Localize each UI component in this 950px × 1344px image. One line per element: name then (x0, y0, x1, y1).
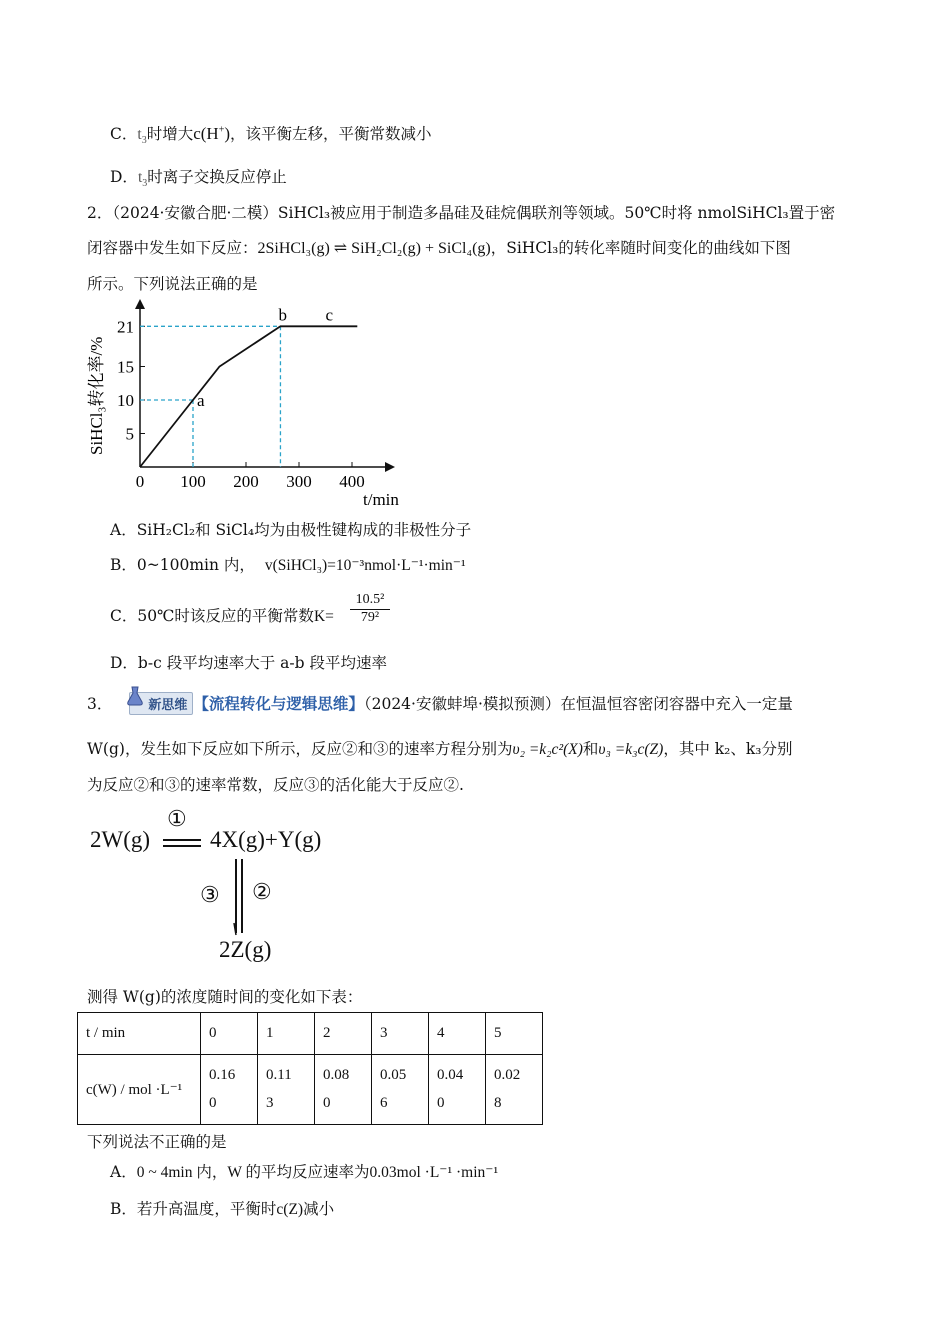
table-cell: 0.04 0 (429, 1055, 486, 1125)
x-tick-label: 100 (180, 472, 206, 491)
table-header-label: t / min (78, 1013, 201, 1055)
q2-option-a: A．SiH₂Cl₂和 SiCl₄均为由极性键构成的非极性分子 (110, 521, 472, 539)
scheme-circle-2: ② (252, 879, 272, 904)
scheme-right: 4X(g)+Y(g) (210, 827, 322, 852)
scheme-circle-1: ① (167, 806, 187, 831)
table-cell: 0.05 6 (372, 1055, 429, 1125)
q1-option-c: C．$t_3$时增大c(H+)，该平衡左移，平衡常数减小 (110, 124, 432, 147)
table-cell: 4 (429, 1013, 486, 1055)
table-cell: 0.11 3 (258, 1055, 315, 1125)
q2-stem-line1: 2．（2024·安徽合肥·二模）SiHCl₃被应用于制造多晶硅及硅烷偶联剂等领域。50℃时将 nmolSiHCl₃置于密 (87, 204, 836, 222)
table-row (78, 1055, 543, 1125)
point-label-b: b (278, 305, 287, 325)
scheme-circle-3: ③ (200, 882, 220, 907)
q2-option-d: D．b-c 段平均速率大于 a-b 段平均速率 (110, 654, 387, 672)
vertical-equilibrium-arrow (230, 857, 248, 937)
point-label-a: a (197, 391, 205, 410)
q3-stem-line3: 为反应②和③的速率常数，反应③的活化能大于反应②. (87, 776, 464, 794)
scheme-left: 2W(g) (90, 827, 151, 852)
table-cell: 1 (258, 1013, 315, 1055)
q3-option-b: B．若升高温度，平衡时c(Z)减小 (110, 1200, 335, 1218)
table-intro: 测得 W(g)的浓度随时间的变化如下表： (87, 988, 363, 1006)
equal-sign-arrow (163, 837, 203, 849)
x-axis-arrow (385, 462, 395, 472)
k-fraction: 10.5² 79² (350, 592, 390, 626)
x-tick-label: 300 (286, 472, 312, 491)
table-cell: 0.02 8 (486, 1055, 543, 1125)
q1-option-d: D．$t_3$时离子交换反应停止 (110, 168, 287, 190)
table-cell: 0.08 0 (315, 1055, 372, 1125)
y-tick-label: 5 (125, 424, 134, 444)
table-cell: 5 (486, 1013, 543, 1055)
series-line (140, 326, 357, 467)
y-tick-label: 10 (117, 391, 134, 410)
point-label-c: c (325, 305, 334, 325)
x-axis-label: t/min (363, 490, 399, 509)
table-row-label: c(W) / mol ·L⁻¹ (78, 1055, 201, 1125)
q3-stem-line2: W(g)，发生如下反应如下所示，反应②和③的速率方程分别为υ₂ =k₂c²(X)和υ₃ =k₃c(Z)，其中 k₂、k₃分别 (87, 740, 793, 758)
q2-option-b: B．0~100min 内， v(SiHCl₃)=10⁻³nmol·L⁻¹·min⁻¹ (110, 556, 466, 574)
table-cell: 0 (201, 1013, 258, 1055)
flask-icon (124, 685, 146, 707)
x-tick-label: 0 (135, 472, 145, 491)
y-tick-label: 15 (117, 357, 134, 377)
x-tick-label: 400 (339, 472, 365, 491)
q3-option-a: A．0 ~ 4min 内，W 的平均反应速率为0.03mol ·L⁻¹ ·min⁻¹ (110, 1163, 499, 1181)
table-cell: 3 (372, 1013, 429, 1055)
concentration-table (77, 1012, 543, 1125)
q3-stem-line1: 3． 新思维 【流程转化与逻辑思维】（2024·安徽蚌埠·模拟预测）在恒温恒容密闭容器中充入一定量 (87, 692, 793, 715)
y-axis-label: SiHCl₃转化率/% (87, 336, 106, 455)
q3-question: 下列说法不正确的是 (87, 1133, 227, 1151)
table-cell: 0.16 0 (201, 1055, 258, 1125)
table-cell: 2 (315, 1013, 372, 1055)
conversion-chart (80, 295, 400, 515)
new-thinking-badge: 新思维 (129, 692, 193, 715)
scheme-bottom: 2Z(g) (219, 937, 272, 962)
y-axis-arrow (135, 299, 145, 309)
y-tick-label: 21 (117, 317, 134, 337)
q2-option-c: C．50℃时该反应的平衡常数K= (110, 607, 334, 625)
q2-stem-line3: 所示。下列说法正确的是 (87, 275, 258, 293)
table-row (78, 1013, 543, 1055)
x-tick-label: 200 (233, 472, 259, 491)
q2-stem-line2: 闭容器中发生如下反应：2SiHCl₃(g) ⇌ SiH₂Cl₂(g) + SiCl₄(g)，SiHCl₃的转化率随时间变化的曲线如下图 (87, 239, 791, 257)
